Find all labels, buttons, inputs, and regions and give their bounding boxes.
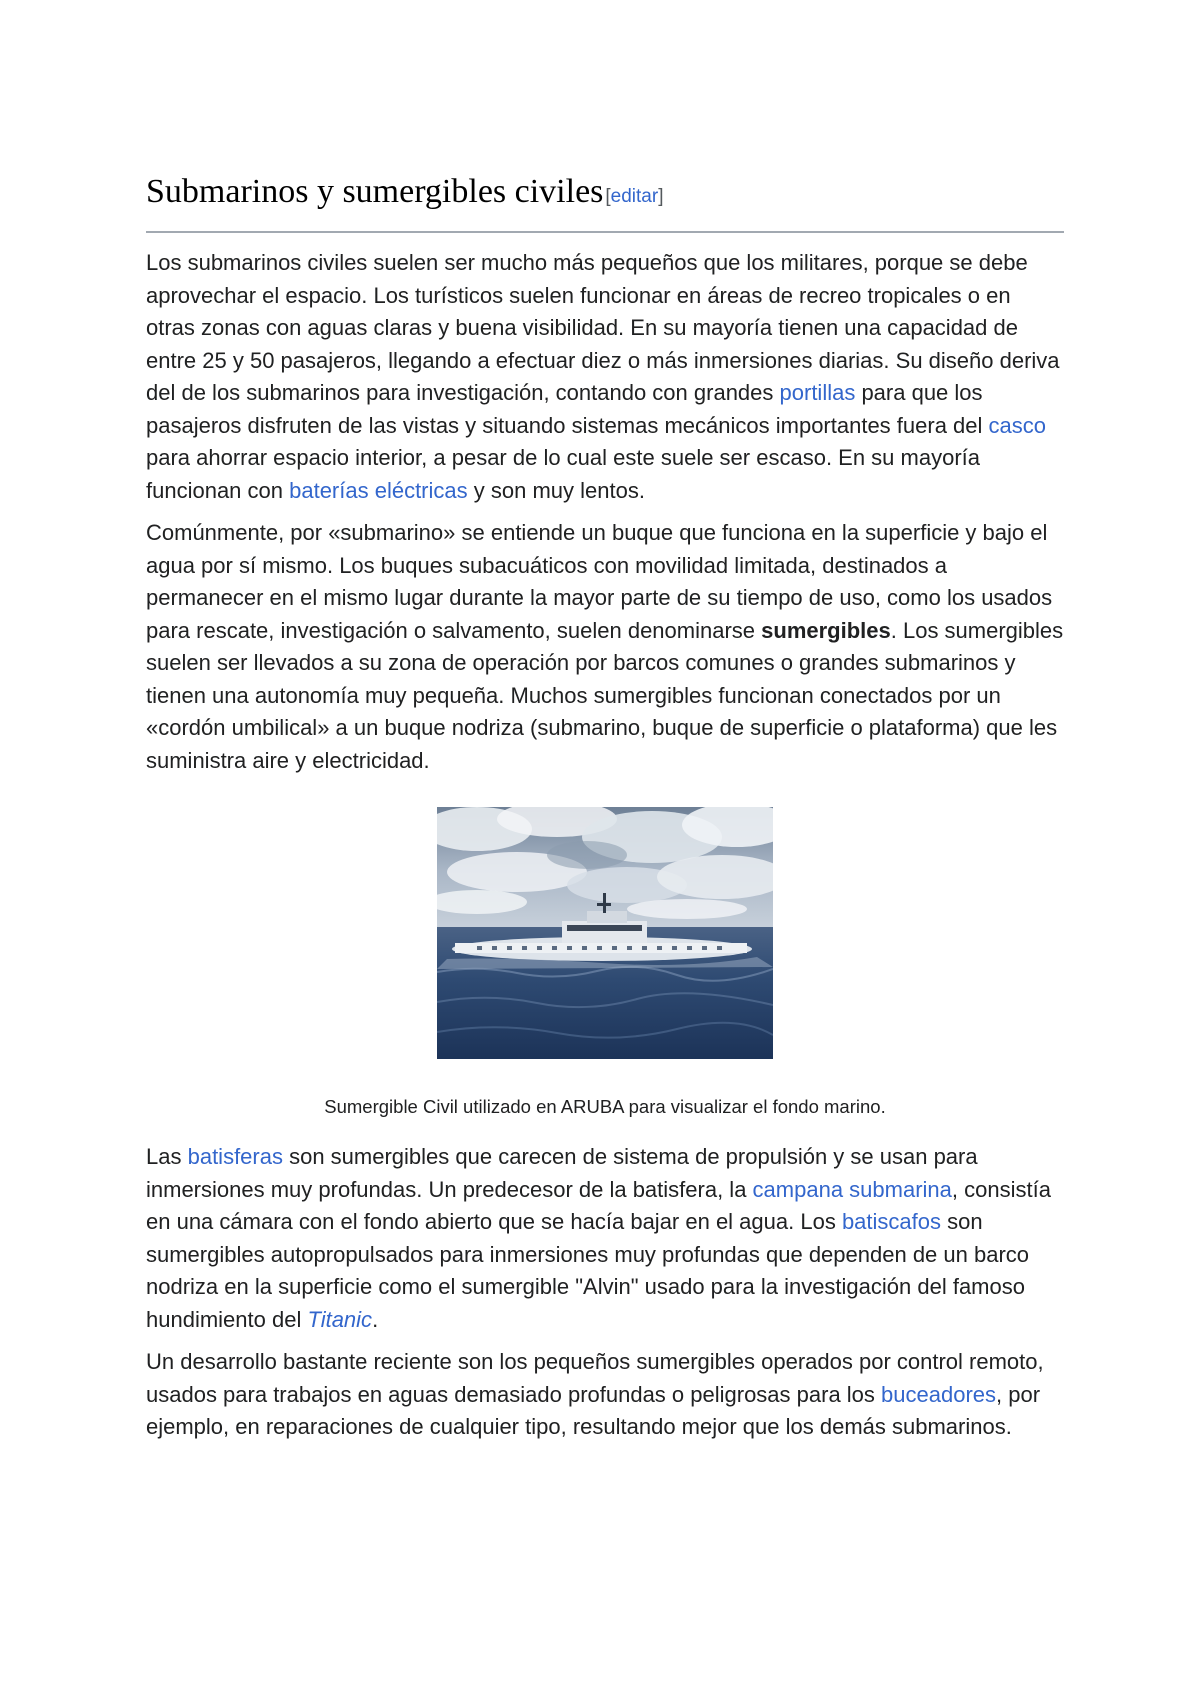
text-run: para ahorrar espacio interior, a pesar de lo cual este suele ser escaso. En su mayoría funcionan con [146,445,981,503]
text-run: . [372,1306,379,1332]
text-run: son sumergibles autopropulsados para inmersiones muy profundas que dependen de un barco nodriza en la superficie como el sumergible "Alvin" usado para la investigación del famoso hundimiento del [146,1209,1030,1332]
link-buceadores[interactable]: buceadores [881,1381,997,1407]
link-campana-submarina[interactable]: campana submarina [752,1176,952,1202]
paragraph-3 [146,1141,1064,1336]
text-run: Los submarinos civiles suelen ser mucho más pequeños que los militares, porque se debe aprovechar el espacio. Los turísticos suelen funcionar en áreas de recreo tropicales o en otras zonas con aguas claras y buena visibilidad. En su mayoría tienen una capacidad de entre 25 y 50 pasajeros, llegando a efectuar diez o más inmersiones diarias. Su diseño deriva del de los submarinos para investigación, contando con grandes [146,250,1060,405]
link-batiscafos[interactable]: batiscafos [841,1209,941,1234]
text-run: para que los pasajeros disfruten de las vistas y situando sistemas mecánicos importantes fuera del [146,380,989,438]
text-run: , consistía en una cámara con el fondo abierto que se hacía bajar en el agua. Los [146,1176,1051,1234]
paragraph-4 [146,1346,1064,1444]
bold-term: sumergibles [761,617,891,643]
link-portillas[interactable]: portillas [779,380,856,405]
text-run: Comúnmente, por «submarino» se entiende un buque que funciona en la superficie y bajo el agua por sí mismo. Los buques subacuáticos con movilidad limitada, destinados a permanecer en el mismo lugar durante la mayor parte de su tiempo de uso, como los usados para rescate, investigación o salvamento, suelen denominarse [146,520,1053,643]
text-run: Un desarrollo bastante reciente son los pequeños sumergibles operados por control remoto, usados para trabajos en aguas demasiado profundas o peligrosas para los [146,1349,1044,1407]
text-run: son sumergibles que carecen de sistema de propulsión y se usan para inmersiones muy profundas. Un predecesor de la batisfera, la [146,1144,978,1202]
submersible-photo[interactable] [437,807,773,1059]
link-titanic[interactable]: Titanic [307,1306,373,1332]
figure-caption: Sumergible Civil utilizado en ARUBA para visualizar el fondo marino. [324,1096,886,1117]
section-heading [146,172,1064,217]
link-casco[interactable]: casco [988,412,1047,438]
article-content [146,172,1064,1454]
heading-divider [146,231,1064,233]
edit-section [605,186,663,207]
figure [146,807,1064,1119]
link-batisferas[interactable]: batisferas [187,1144,283,1169]
edit-link[interactable]: editar [610,186,659,207]
edit-bracket-open: [ [605,186,611,207]
submersible-image [437,807,773,1059]
section-title: Submarinos y sumergibles civiles [146,173,604,210]
text-run: . Los sumergibles suelen ser llevados a su zona de operación por barcos comunes o grandes submarinos y tienen una autonomía muy pequeña. Muchos sumergibles funcionan conectados por un «cordón umbilical» a un buque nodriza (submarino, buque de superficie o plataforma) que les suministra aire y electricidad. [146,617,1064,773]
text-run: , por ejemplo, en reparaciones de cualquier tipo, resultando mejor que los demás submarinos. [146,1381,1041,1439]
paragraph-2 [146,517,1064,777]
link-baterias-electricas[interactable]: baterías eléctricas [289,477,468,503]
edit-bracket-close: ] [658,186,664,207]
text-run: y son muy lentos. [467,477,645,503]
paragraph-1 [146,247,1064,507]
text-run: Las [146,1144,188,1169]
